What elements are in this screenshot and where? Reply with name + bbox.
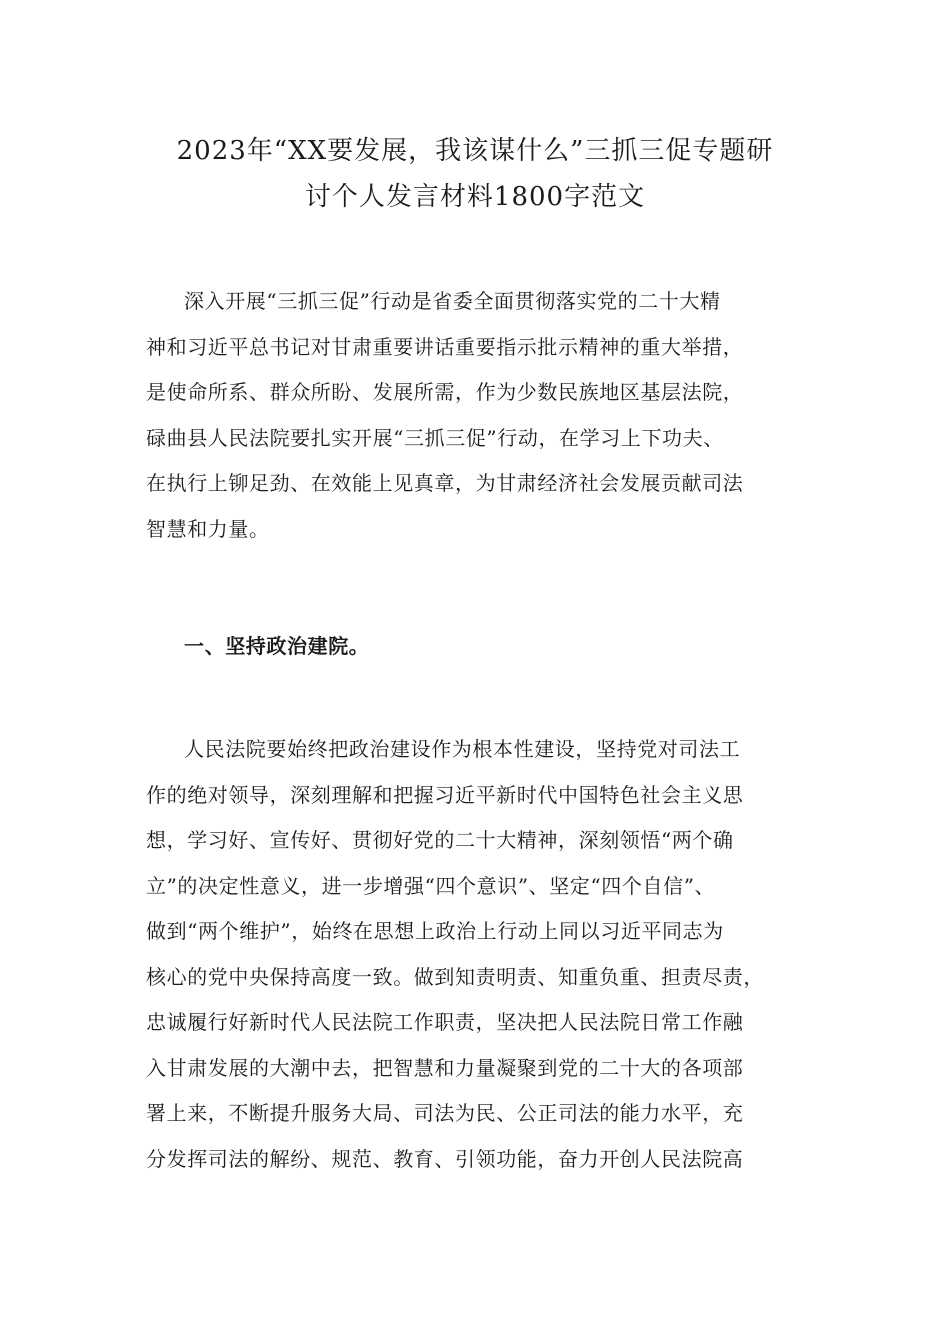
paragraph-line: 人民法院要始终把政治建设作为根本性建设，坚持党对司法工 xyxy=(184,737,741,761)
paragraph-line: 分发挥司法的解纷、规范、教育、引领功能，奋力开创人民法院高 xyxy=(146,1146,744,1171)
paragraph-line: 碌曲县人民法院要扎实开展“三抓三促”行动，在学习上下功夫、 xyxy=(146,425,724,450)
paragraph-line: 在执行上铆足劲、在效能上见真章，为甘肃经济社会发展贡献司法 xyxy=(146,471,744,495)
title-line: 讨个人发言材料1800字范文 xyxy=(304,182,646,212)
paragraph-line: 立”的决定性意义，进一步增强“四个意识”、坚定“四个自信”、 xyxy=(146,873,716,898)
section-heading: 一、坚持政治建院。 xyxy=(184,634,370,658)
title-line: 2023年“XX要发展，我该谋什么”三抓三促专题研 xyxy=(176,136,774,166)
section-body-paragraph xyxy=(146,727,826,1182)
document-title xyxy=(90,128,860,220)
paragraph-line: 神和习近平总书记对甘肃重要讲话重要指示批示精神的重大举措， xyxy=(146,334,744,359)
paragraph-line: 做到“两个维护”，始终在思想上政治上行动上同以习近平同志为 xyxy=(146,919,724,943)
intro-paragraph xyxy=(146,279,826,552)
paragraph-line: 想，学习好、宣传好、贯彻好党的二十大精神，深刻领悟“两个确 xyxy=(146,828,734,852)
paragraph-line: 是使命所系、群众所盼、发展所需，作为少数民族地区基层法院， xyxy=(146,380,744,404)
paragraph-line: 忠诚履行好新时代人民法院工作职责，坚决把人民法院日常工作融 xyxy=(146,1010,744,1034)
paragraph-line: 署上来，不断提升服务大局、司法为民、公正司法的能力水平，充 xyxy=(146,1101,744,1125)
paragraph-line: 作的绝对领导，深刻理解和把握习近平新时代中国特色社会主义思 xyxy=(146,782,744,807)
paragraph-line: 智慧和力量。 xyxy=(146,516,270,541)
paragraph-line: 核心的党中央保持高度一致。做到知责明责、知重负重、担责尽责， xyxy=(146,964,764,989)
paragraph-line: 入甘肃发展的大潮中去，把智慧和力量凝聚到党的二十大的各项部 xyxy=(146,1055,744,1080)
paragraph-line: 深入开展“三抓三促”行动是省委全面贯彻落实党的二十大精 xyxy=(184,289,721,313)
